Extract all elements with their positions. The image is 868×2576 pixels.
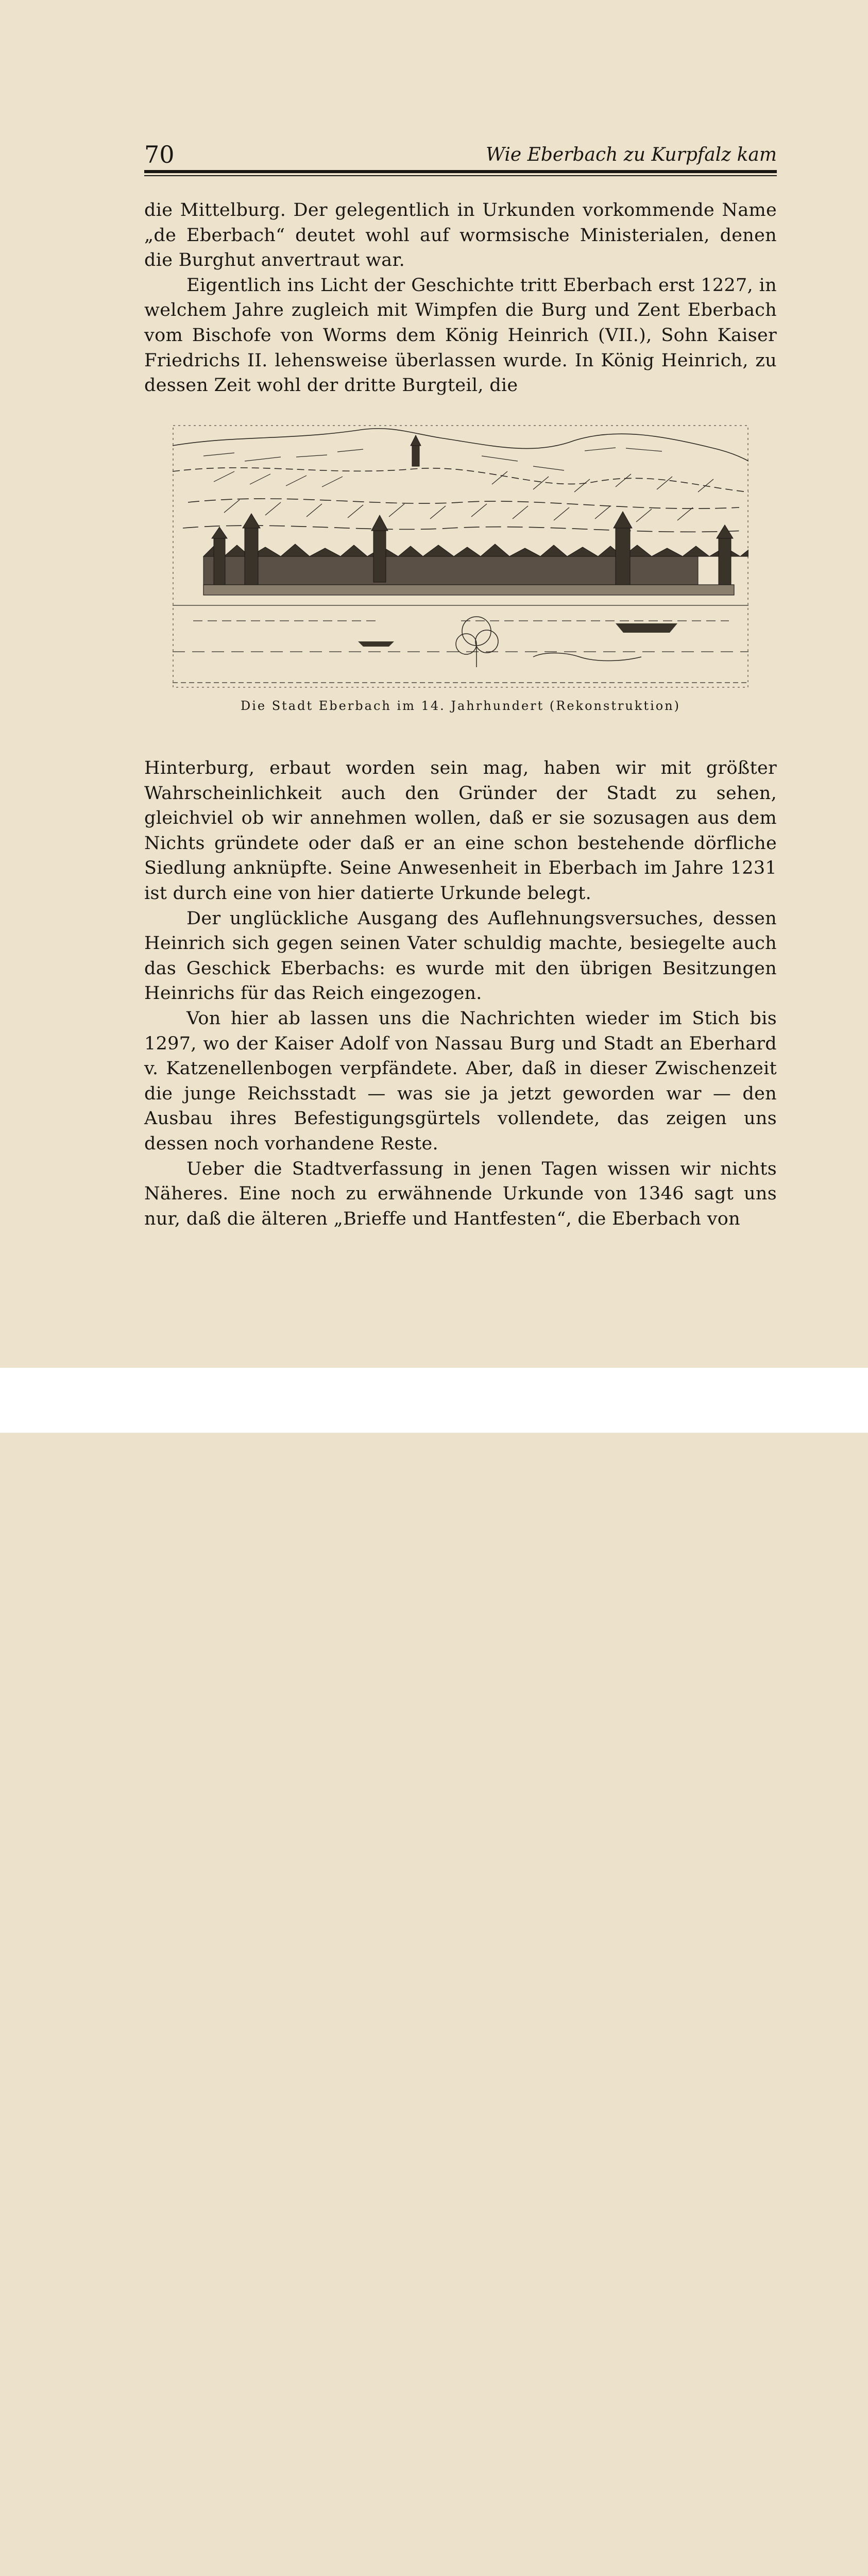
town-engraving-illustration — [173, 425, 748, 688]
page-footer — [0, 1368, 868, 1433]
running-head: Wie Eberbach zu Kurpfalz kam — [485, 144, 777, 165]
paragraph: Von hier ab lassen uns die Nachrichten wieder im Stich bis 1297, wo der Kaiser Adolf von Nassau Burg und Stadt an Eberhard v. Katzenellenbogen verpfändete. Aber, daß in dieser Zwischenzeit die junge Reichsstadt — was sie ja jetzt geworden war — den Ausbau ihres Befestigungsgürtels vollendete, das zeigen uns dessen noch vorhandene Reste. — [144, 1008, 777, 1154]
text-block-bottom — [144, 756, 777, 1231]
paragraph: Ueber die Stadtverfassung in jenen Tagen wissen wir nichts Näheres. Eine noch zu erwähnende Urkunde von 1346 sagt uns nur, daß die älteren „Brieffe und Hantfesten“, die Eberbach von — [144, 1158, 777, 1229]
page-header — [144, 139, 777, 170]
header-rule — [144, 170, 777, 173]
text-block-top — [144, 198, 777, 398]
header-rule-thin — [144, 175, 777, 176]
engraving-drawing — [173, 425, 748, 688]
paragraph: Hinterburg, erbaut worden sein mag, haben wir mit größter Wahrscheinlichkeit auch den Gründer der Stadt zu sehen, gleichviel ob wir annehmen wollen, daß er sie sozusagen aus dem Nichts gründete oder daß er an eine schon bestehende dörfliche Siedlung anknüpfte. Seine Anwesenheit in Eberbach im Jahre 1231 ist durch eine von hier datierte Urkunde belegt. — [144, 758, 777, 904]
paragraph: Eigentlich ins Licht der Geschichte tritt Eberbach erst 1227, in welchem Jahre zugleich mit Wimpfen die Burg und Zent Eberbach vom Bischofe von Worms dem König Heinrich (VII.), Sohn Kaiser Friedrichs II. lehensweise überlassen wurde. In König Heinrich, zu dessen Zeit wohl der dritte Burgteil, die — [144, 275, 777, 396]
paragraph: die Mittelburg. Der gelegentlich in Urkunden vorkommende Name „de Eberbach“ deutet wohl auf wormsische Ministerialen, denen die Burghut anvertraut war. — [144, 200, 777, 271]
figure-caption: Die Stadt Eberbach im 14. Jahrhundert (Rekonstruktion) — [240, 699, 681, 713]
page-number: 70 — [144, 141, 175, 168]
paragraph: Der unglückliche Ausgang des Auflehnungsversuches, dessen Heinrich sich gegen seinen Vater schuldig machte, besiegelte auch das Geschick Eberbachs: es wurde mit den übrigen Besitzungen Heinrichs für das Reich eingezogen. — [144, 908, 777, 1004]
